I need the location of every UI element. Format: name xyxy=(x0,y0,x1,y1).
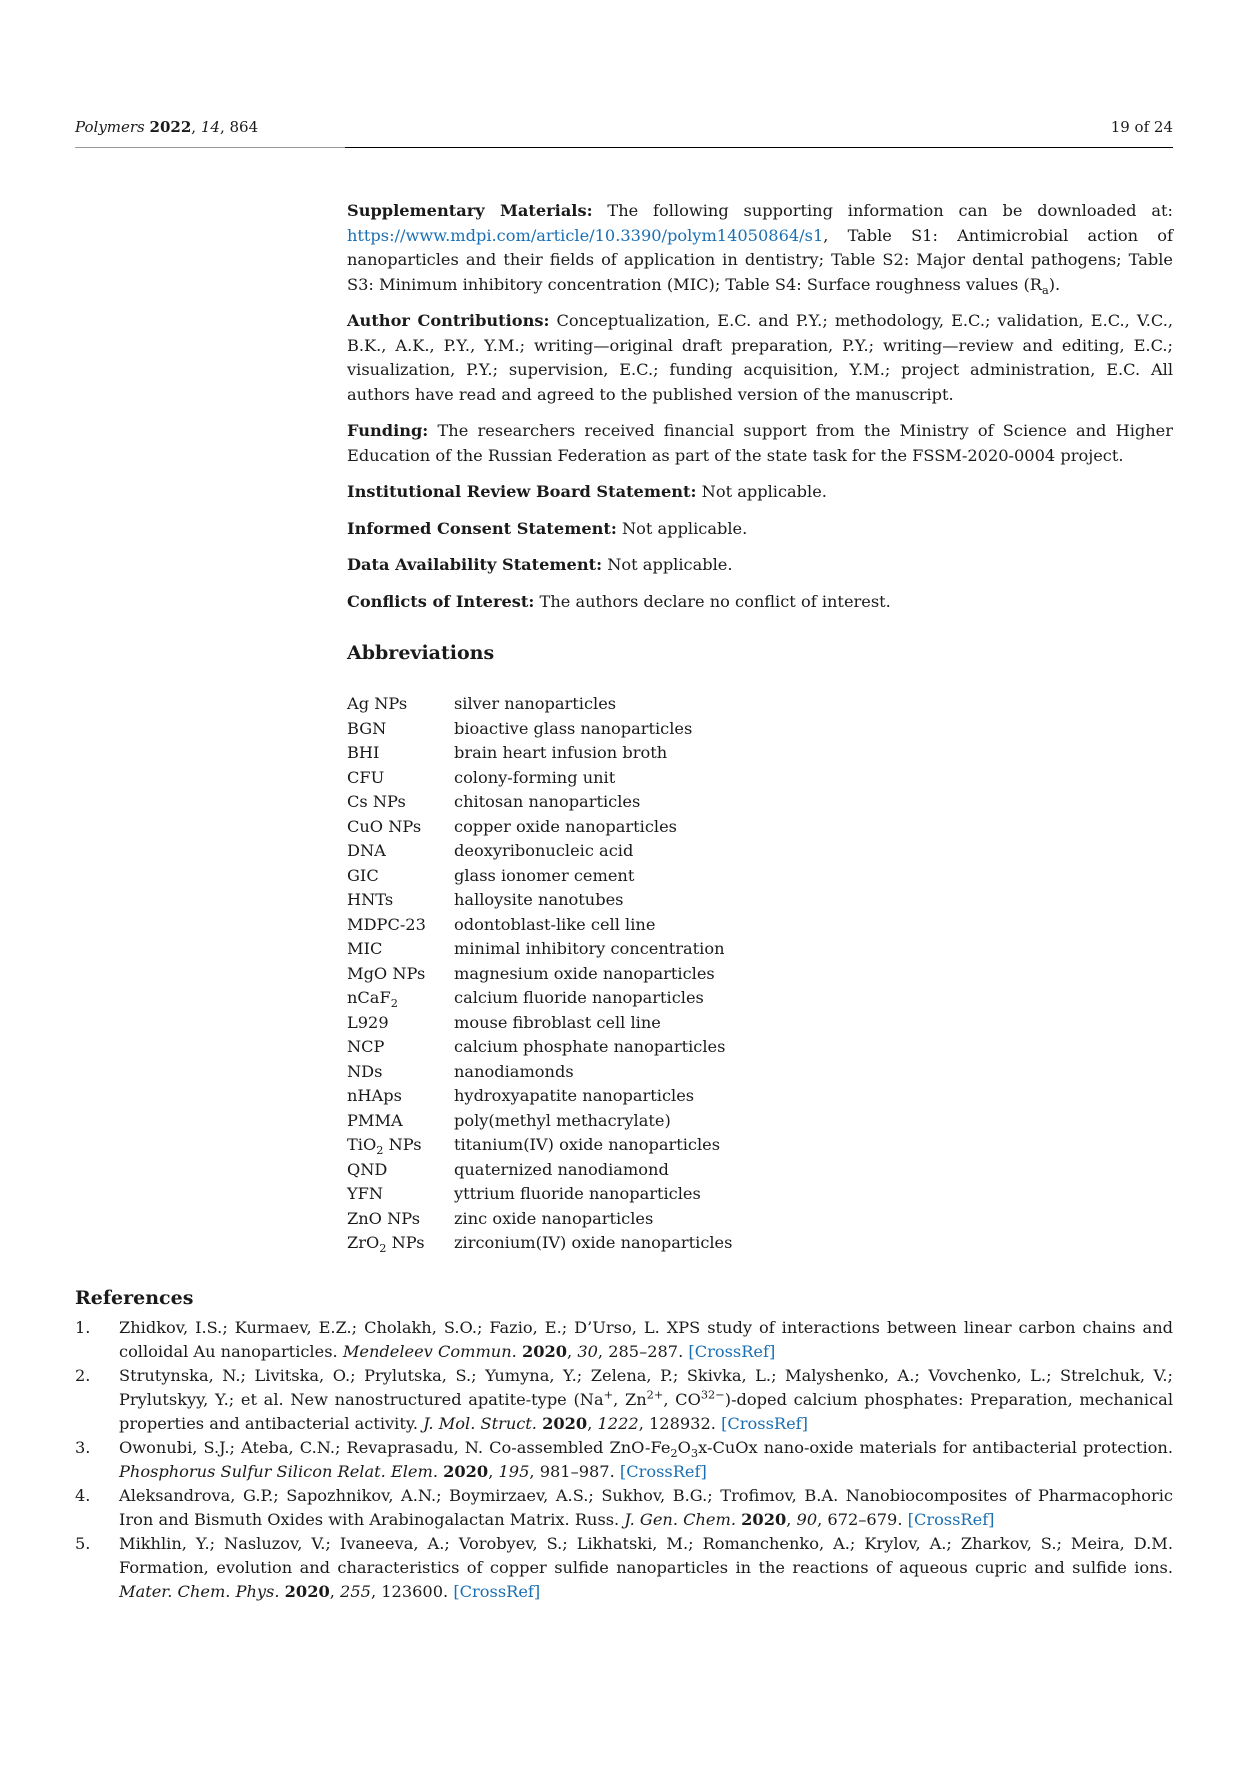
abbreviation-row xyxy=(347,1133,732,1158)
header-rule-right xyxy=(345,147,1173,148)
crossref-link[interactable]: [CrossRef] xyxy=(688,1342,776,1361)
abbreviation-term xyxy=(347,815,454,840)
abbreviation-row xyxy=(347,717,732,742)
abbreviation-definition: brain heart infusion broth xyxy=(454,743,668,762)
abbreviation-definition: colony-forming unit xyxy=(454,767,616,787)
abbreviation-term-text: Ag NPs xyxy=(347,694,408,713)
reference-pages: , 123600. xyxy=(370,1582,449,1601)
reference-pages: , 672–679. xyxy=(817,1510,903,1529)
back-matter xyxy=(347,199,1173,1256)
abbreviation-term xyxy=(347,1035,454,1060)
abbreviation-row xyxy=(347,741,732,766)
abbreviation-term xyxy=(347,1109,454,1134)
reference-number: 4. xyxy=(75,1486,91,1505)
reference-text: Owonubi, S.J.; Ateba, C.N.; Revaprasadu, N. Co-assembled ZnO-Fe xyxy=(119,1438,671,1457)
abbreviation-term-text: MIC xyxy=(347,939,383,958)
reference-number: 5. xyxy=(75,1534,91,1553)
abbreviation-term-text: MgO NPs xyxy=(347,963,426,983)
abbreviation-term-text: HNTs xyxy=(347,890,394,909)
abbreviation-row xyxy=(347,888,732,913)
abbreviation-term-text: BHI xyxy=(347,743,380,762)
supplementary-materials xyxy=(347,199,1173,297)
supplementary-end: ). xyxy=(1048,274,1061,294)
abbreviation-row xyxy=(347,1231,732,1256)
abbreviation-row xyxy=(347,1158,732,1183)
abbreviation-row xyxy=(347,1207,732,1232)
reference-volume: 30 xyxy=(577,1342,598,1361)
abbreviation-term xyxy=(347,962,454,987)
abbreviation-term-text: NDs xyxy=(347,1061,383,1081)
abbreviation-term xyxy=(347,717,454,742)
superscript: 2+ xyxy=(646,1387,664,1402)
informed-consent xyxy=(347,517,1173,542)
abbreviation-row xyxy=(347,1109,732,1134)
reference-volume: 90 xyxy=(796,1510,818,1529)
abbreviation-row xyxy=(347,815,732,840)
author-contributions xyxy=(347,309,1173,407)
reference-item: 3. Owonubi, S.J.; Ateba, C.N.; Revaprasadu, N. Co-assembled ZnO-$Fe_2O_3x$-CuOx nano-oxide materials for antibacterial protection. Phosphorus Sulfur Silicon Relat. Elem. 2020, 195, 981–987. [CrossRef] xyxy=(75,1438,1173,1481)
abbreviation-term-text: ZnO NPs xyxy=(347,1208,421,1228)
abbreviation-definition: calcium fluoride nanoparticles xyxy=(454,988,704,1007)
reference-year: 2020 xyxy=(443,1462,489,1481)
abbreviation-term xyxy=(347,1182,454,1207)
abbreviation-definition: poly(methyl methacrylate) xyxy=(454,1110,671,1130)
consent-label: Informed Consent Statement: xyxy=(347,518,617,538)
irb-text: Not applicable. xyxy=(701,482,827,501)
abbreviation-definition: odontoblast-like cell line xyxy=(454,914,656,934)
abbreviation-definition: bioactive glass nanoparticles xyxy=(454,718,693,738)
reference-pages: , 285–287. xyxy=(597,1342,684,1361)
abbreviation-row xyxy=(347,1182,732,1207)
abbreviation-term xyxy=(347,692,454,717)
abbreviation-row xyxy=(347,913,732,938)
reference-year: 2020 xyxy=(542,1414,588,1433)
superscript: + xyxy=(603,1387,614,1402)
abbreviation-definition: mouse fibroblast cell line xyxy=(454,1012,661,1032)
reference-journal: J. Gen. Chem. xyxy=(624,1510,737,1529)
abbreviation-subscript: 2 xyxy=(376,1143,384,1158)
abbreviation-term xyxy=(347,1060,454,1085)
abbreviation-definition: quaternized nanodiamond xyxy=(454,1159,669,1179)
reference-journal: Mendeleev Commun. xyxy=(342,1342,517,1361)
reference-journal: Mater. Chem. Phys. xyxy=(119,1582,280,1601)
supplementary-text: The following supporting information can be downloaded at: xyxy=(607,201,1173,220)
reference-item: 4. Aleksandrova, G.P.; Sapozhnikov, A.N.; Boymirzaev, A.S.; Sukhov, B.G.; Trofimov, B.A. Nanobiocomposites of Pharmacophoric Iron and Bismuth Oxides with Arabinogalactan Matrix. Russ. J. Gen. Chem. 2020, 90, 672–679. [CrossRef] xyxy=(75,1486,1173,1529)
abbreviation-term xyxy=(347,741,454,766)
supplementary-link[interactable]: https://www.mdpi.com/article/10.3390/polym14050864/s1 xyxy=(347,225,824,245)
reference-item: 5. Mikhlin, Y.; Nasluzov, V.; Ivaneeva, A.; Vorobyev, S.; Likhatski, M.; Romanchenko, A.; Krylov, A.; Zharkov, S.; Meira, D.M. Formation, evolution and characteristics of copper sulfide nanoparticles in the reactions of aqueous cupric and sulfide ions. Mater. Chem. Phys. 2020, 255, 123600. [CrossRef] xyxy=(75,1534,1173,1601)
conflicts-of-interest xyxy=(347,590,1173,615)
abbreviation-term xyxy=(347,986,454,1011)
reference-journal: J. Mol. Struct. xyxy=(423,1414,537,1433)
abbreviation-term xyxy=(347,1158,454,1183)
abbreviation-term-text: DNA xyxy=(347,841,386,860)
abbreviation-term-text: nCaF xyxy=(347,988,391,1007)
abbreviation-term-text: NCP xyxy=(347,1037,385,1056)
abbreviation-term-text: GIC xyxy=(347,865,379,885)
abbreviations-table xyxy=(347,692,732,1256)
abbreviation-definition: copper oxide nanoparticles xyxy=(454,816,677,836)
abbreviation-term xyxy=(347,766,454,791)
abbreviation-term xyxy=(347,864,454,889)
abbreviation-term-text: nHAps xyxy=(347,1086,402,1105)
reference-text: , Zn xyxy=(613,1390,647,1409)
page-header: Polymers 2022, 14, 864 19 of 24 xyxy=(75,118,1173,136)
funding-label: Funding: xyxy=(347,421,429,440)
abbreviation-definition: calcium phosphate nanoparticles xyxy=(454,1037,726,1056)
journal-year: 2022 xyxy=(149,118,192,136)
abbreviation-row xyxy=(347,1060,732,1085)
abbreviation-term-text: CFU xyxy=(347,767,385,787)
data-availability xyxy=(347,553,1173,578)
crossref-link[interactable]: [CrossRef] xyxy=(453,1582,541,1601)
abbreviation-definition: zirconium(IV) oxide nanoparticles xyxy=(454,1233,733,1252)
abbreviation-term-suffix: NPs xyxy=(383,1135,422,1154)
abbreviation-row xyxy=(347,1011,732,1036)
abbreviation-term-text: ZrO xyxy=(347,1233,380,1252)
abbreviation-row xyxy=(347,766,732,791)
abbreviation-term-suffix: NPs xyxy=(386,1233,425,1252)
abbreviation-term-text: L929 xyxy=(347,1012,389,1032)
reference-number: 1. xyxy=(75,1318,91,1337)
page-number: 19 of 24 xyxy=(1110,118,1173,136)
abbreviation-row xyxy=(347,839,732,864)
journal-volume: 14 xyxy=(200,118,220,136)
reference-text: Aleksandrova, G.P.; Sapozhnikov, A.N.; Boymirzaev, A.S.; Sukhov, B.G.; Trofimov, B.A. Nanobiocomposites of Pharmacophoric Iron and Bismuth Oxides with Arabinogalactan Matrix. Russ. xyxy=(119,1486,1173,1529)
reference-pages: , 128932. xyxy=(638,1414,716,1433)
irb-label: Institutional Review Board Statement: xyxy=(347,482,697,501)
crossref-link[interactable]: [CrossRef] xyxy=(721,1414,808,1433)
abbreviation-definition: deoxyribonucleic acid xyxy=(454,841,634,860)
abbreviation-term xyxy=(347,1231,454,1256)
reference-pages: , 981–987. xyxy=(529,1462,615,1481)
abbreviation-term-text: QND xyxy=(347,1159,388,1179)
reference-volume: 1222 xyxy=(597,1414,639,1433)
abbreviation-term-text: Cs NPs xyxy=(347,792,406,811)
abbreviation-definition: glass ionomer cement xyxy=(454,865,635,885)
reference-year: 2020 xyxy=(741,1510,787,1529)
reference-text: )-doped calcium phosphates: Preparation, mechanical properties and antibacterial activity. xyxy=(119,1390,1173,1433)
abbreviation-row xyxy=(347,790,732,815)
subscript: 2 xyxy=(670,1446,678,1461)
abbreviation-term xyxy=(347,1207,454,1232)
reference-text: Zhidkov, I.S.; Kurmaev, E.Z.; Cholakh, S.O.; Fazio, E.; D’Urso, L. XPS study of interactions between linear carbon chains and colloidal Au nanoparticles. xyxy=(119,1318,1173,1361)
author-contributions-label: Author Contributions: xyxy=(347,311,550,330)
abbreviation-term xyxy=(347,913,454,938)
subscript: 3 xyxy=(690,1446,699,1461)
reference-journal: Phosphorus Sulfur Silicon Relat. Elem. xyxy=(119,1462,438,1481)
abbreviation-definition: hydroxyapatite nanoparticles xyxy=(454,1086,695,1105)
abbreviation-definition: yttrium fluoride nanoparticles xyxy=(454,1184,701,1203)
article-number: 864 xyxy=(229,118,259,136)
author-contributions-text: Conceptualization, E.C. and P.Y.; methodology, E.C.; validation, E.C., V.C., B.K., A.K., P.Y., Y.M.; writing—original draft preparation, P.Y.; writing—review and editing, E.C.; visualization, P.Y.; supervision, E.C.; funding acquisition, Y.M.; project administration, E.C. All authors have read and agreed to the published version of the manuscript. xyxy=(347,311,1174,404)
abbreviation-term-text: CuO NPs xyxy=(347,816,422,836)
supplementary-tables: , Table S1: Antimicrobial action of nanoparticles and their fields of application in dentistry; Table S2: Major dental pathogens; Table S3: Minimum inhibitory concentration (MIC); Table S4: Surface roughness values (R xyxy=(347,225,1173,294)
abbreviation-row xyxy=(347,986,732,1011)
abbreviations-title: Abbreviations xyxy=(347,642,495,664)
references-title: References xyxy=(75,1287,194,1309)
reference-text: O xyxy=(677,1438,691,1457)
reference-item: 2. Strutynska, N.; Livitska, O.; Prylutska, S.; Yumyna, Y.; Zelena, P.; Skivka, L.; Malyshenko, A.; Vovchenko, L.; Strelchuk, V.; Prylutskyy, Y.; et al. New nanostructured apatite-type (Na+, $Zn^{2+}$, $CO^{32-}$)-doped calcium phosphates: Preparation, mechanical properties and antibacterial activity. J. Mol. Struct. 2020, 1222, 128932. [CrossRef] xyxy=(75,1366,1173,1433)
journal-name: Polymers xyxy=(75,118,145,136)
abbreviation-subscript: 2 xyxy=(379,1241,387,1256)
reference-text: x-CuOx nano-oxide materials for antibacterial protection. xyxy=(698,1438,1173,1457)
reference-volume: 255 xyxy=(340,1582,371,1601)
abbreviation-term-text: PMMA xyxy=(347,1110,403,1130)
supplementary-label: Supplementary Materials: xyxy=(347,201,593,220)
reference-volume: 195 xyxy=(498,1462,530,1481)
funding xyxy=(347,419,1173,468)
abbreviation-row xyxy=(347,864,732,889)
abbreviation-subscript: 2 xyxy=(390,996,398,1011)
roughness-subscript: a xyxy=(1041,282,1049,297)
abbreviation-row xyxy=(347,692,732,717)
abbreviation-definition: chitosan nanoparticles xyxy=(454,792,641,811)
reference-item: 1. Zhidkov, I.S.; Kurmaev, E.Z.; Cholakh, S.O.; Fazio, E.; D’Urso, L. XPS study of interactions between linear carbon chains and colloidal Au nanoparticles. Mendeleev Commun. 2020, 30, 285–287. [CrossRef] xyxy=(75,1318,1173,1361)
superscript: 32− xyxy=(700,1387,725,1402)
crossref-link[interactable]: [CrossRef] xyxy=(619,1462,707,1481)
abbreviation-definition: nanodiamonds xyxy=(454,1061,574,1081)
reference-number: 2. xyxy=(75,1366,91,1385)
abbreviation-definition: titanium(IV) oxide nanoparticles xyxy=(454,1135,721,1154)
abbreviation-definition: halloysite nanotubes xyxy=(454,890,624,909)
abbreviation-term xyxy=(347,888,454,913)
abbreviation-definition: magnesium oxide nanoparticles xyxy=(454,963,715,983)
abbreviation-term-text: YFN xyxy=(347,1184,384,1203)
data-availability-label: Data Availability Statement: xyxy=(347,555,603,574)
abbreviation-definition: zinc oxide nanoparticles xyxy=(454,1208,654,1228)
reference-number: 3. xyxy=(75,1438,91,1457)
header-rule-left xyxy=(75,147,345,148)
abbreviation-term-text: TiO xyxy=(347,1135,377,1154)
abbreviation-term-text: MDPC-23 xyxy=(347,914,426,934)
abbreviation-row xyxy=(347,1035,732,1060)
data-availability-text: Not applicable. xyxy=(607,555,733,574)
abbreviation-row xyxy=(347,937,732,962)
reference-text: Mikhlin, Y.; Nasluzov, V.; Ivaneeva, A.; Vorobyev, S.; Likhatski, M.; Romanchenko, A.; Krylov, A.; Zharkov, S.; Meira, D.M. Formation, evolution and characteristics of copper sulfide nanoparticles in the reactions of aqueous cupric and sulfide ions. xyxy=(119,1534,1173,1577)
abbreviation-term xyxy=(347,1133,454,1158)
consent-text: Not applicable. xyxy=(622,518,748,538)
reference-year: 2020 xyxy=(284,1582,330,1601)
abbreviation-term xyxy=(347,1084,454,1109)
conflicts-text: The authors declare no conflict of interest. xyxy=(539,591,891,611)
abbreviation-term xyxy=(347,790,454,815)
reference-text: Strutynska, N.; Livitska, O.; Prylutska, S.; Yumyna, Y.; Zelena, P.; Skivka, L.; Malyshenko, A.; Vovchenko, L.; Strelchuk, V.; Prylutskyy, Y.; et al. New nanostructured apatite-type (Na xyxy=(119,1366,1173,1409)
reference-year: 2020 xyxy=(521,1342,568,1361)
crossref-link[interactable]: [CrossRef] xyxy=(907,1510,995,1529)
abbreviation-definition: silver nanoparticles xyxy=(454,694,617,713)
irb-statement xyxy=(347,480,1173,505)
abbreviation-term-text: BGN xyxy=(347,718,387,738)
references-section xyxy=(75,1286,1173,1604)
abbreviation-term xyxy=(347,937,454,962)
abbreviation-row xyxy=(347,1084,732,1109)
abbreviation-definition: minimal inhibitory concentration xyxy=(454,939,725,958)
abbreviation-term xyxy=(347,1011,454,1036)
funding-text: The researchers received financial support from the Ministry of Science and Higher Education of the Russian Federation as part of the state task for the FSSM-2020-0004 project. xyxy=(347,421,1173,465)
abbreviation-row xyxy=(347,962,732,987)
conflicts-label: Conflicts of Interest: xyxy=(347,591,535,611)
reference-text: , CO xyxy=(663,1390,701,1409)
abbreviation-term xyxy=(347,839,454,864)
